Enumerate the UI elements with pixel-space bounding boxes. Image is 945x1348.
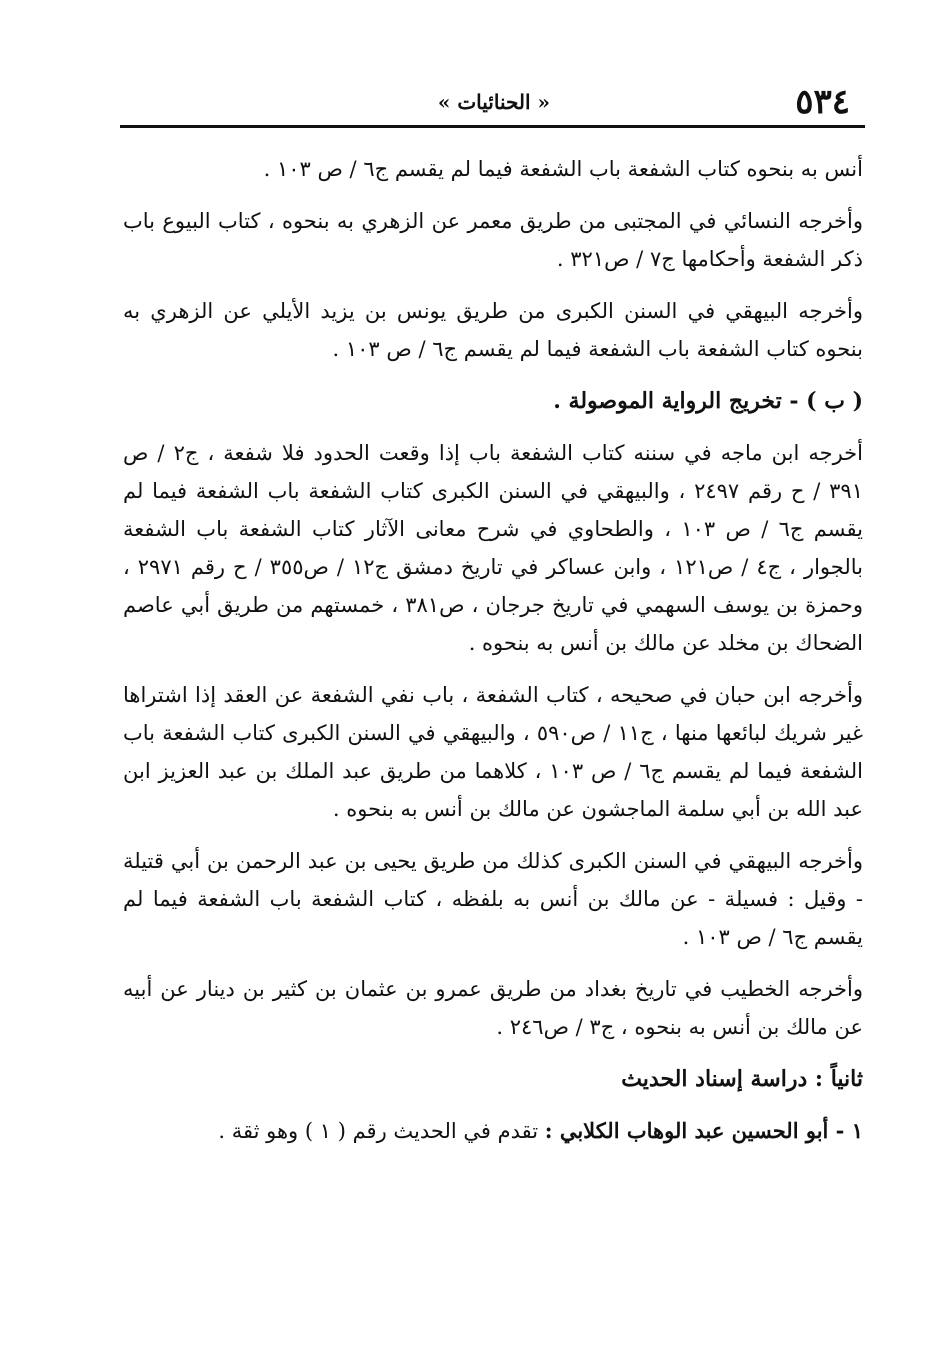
paragraph-6: وأخرجه البيهقي في السنن الكبرى كذلك من طريق يحيى بن عبد الرحمن بن أبي قتيلة - وقيل : فسيلة - عن مالك بن أنس به بلفظه ، كتاب الشفعة باب الشفعة فيما لم يقسم ج٦ / ص ١٠٣ . [123,849,863,949]
narrator-entry [123,1112,863,1150]
narrator-name: ١ - أبو الحسين عبد الوهاب الكلابي : [544,1118,863,1143]
paragraph-5: وأخرجه ابن حبان في صحيحه ، كتاب الشفعة ، باب نفي الشفعة عن العقد إذا اشتراها غير شريك لبائعها منها ، ج١١ / ص٥٩٠ ، والبيهقي في السنن الكبرى كتاب الشفعة باب الشفعة فيما لم يقسم ج٦ / ص ١٠٣ ، كلاهما من طريق عبد الملك بن عبد العزيز ابن عبد الله بن أبي سلمة الماجشون عن مالك بن أنس به بنحوه . [123,683,863,821]
paragraph-1: أنس به بنحوه كتاب الشفعة باب الشفعة فيما لم يقسم ج٦ / ص ١٠٣ . [263,157,863,181]
header-rule [120,125,865,128]
page-number: ٥٣٤ [795,82,850,122]
paragraph-4: أخرجه ابن ماجه في سننه كتاب الشفعة باب إذا وقعت الحدود فلا شفعة ، ج٢ / ص ٣٩١ / ح رقم ٢٤٩٧ ، والبيهقي في السنن الكبرى كتاب الشفعة باب الشفعة فيما لم يقسم ج٦ / ص ١٠٣ ، والطحاوي في شرح معانى الآثار كتاب الشفعة باب الشفعة بالجوار ، ج٤ / ص١٢١ ، وابن عساكر في تاريخ دمشق ج١٢ / ص٣٥٥ / ح رقم ٢٩٧١ ، وحمزة بن يوسف السهمي في تاريخ جرجان ، ص٣٨١ ، خمستهم من طريق أبي عاصم الضحاك بن مخلد عن مالك بن أنس به بنحوه . [123,441,863,655]
page-body [123,150,863,1164]
paragraph-3: وأخرجه البيهقي في السنن الكبرى من طريق يونس بن يزيد الأيلي عن الزهري به بنحوه كتاب الشفعة باب الشفعة فيما لم يقسم ج٦ / ص ١٠٣ . [123,299,863,361]
paragraph-2: وأخرجه النسائي في المجتبى من طريق معمر عن الزهري به بنحوه ، كتاب البيوع باب ذكر الشفعة وأحكامها ج٧ / ص٣٢١ . [123,209,863,271]
section-heading-b: ( ب ) - تخريج الرواية الموصولة . [553,388,863,414]
page-header [120,80,850,124]
section-heading-2: ثانياً : دراسة إسناد الحديث [621,1066,863,1092]
paragraph-7: وأخرجه الخطيب في تاريخ بغداد من طريق عمرو بن عثمان بن كثير بن دينار عن أبيه عن مالك بن أنس به بنحوه ، ج٣ / ص٢٤٦ . [123,977,863,1039]
narrator-note: تقدم في الحديث رقم ( ١ ) وهو ثقة . [218,1119,539,1143]
running-title: « الحنائيات » [437,90,550,114]
